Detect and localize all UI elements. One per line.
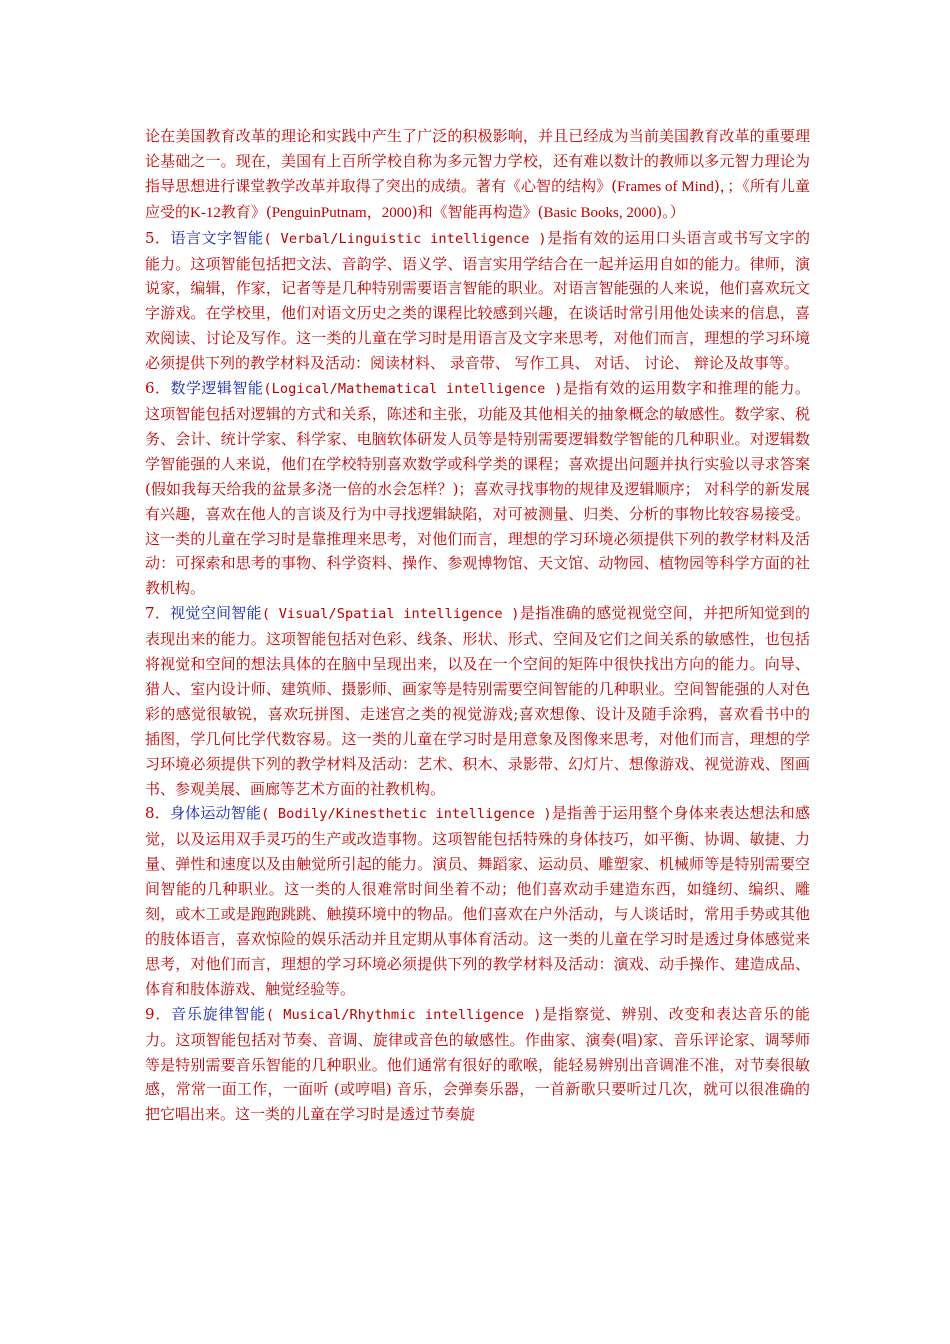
section-english-term: ( Visual/Spatial intelligence ) xyxy=(261,606,520,623)
section-bodily xyxy=(145,801,810,1001)
section-english-term: ( Bodily/Kinesthetic intelligence ) xyxy=(261,806,552,823)
section-number: 8． xyxy=(145,804,170,823)
book-title-latin: K-12 xyxy=(190,204,221,221)
section-visual xyxy=(145,601,810,801)
section-body: 是指察觉、辨别、改变和表达音乐的能力。这项智能包括对节奏、音调、旋律或音色的敏感性。作曲家、演奏(唱)家、音乐评论家、调琴师等是特别需要音乐智能的几种职业。他们通常有很好的歌喉，能轻易辨别出音调准不准，对节奏很敏感，常常一面工作，一面听 (或哼唱) 音乐，会弹奏乐器，一首新歌只要听过几次，就可以很准确的把它唱出来。这一类的儿童在学习时是透过节奏旋 xyxy=(145,1004,810,1124)
section-verbal xyxy=(145,226,810,376)
section-number: 5． xyxy=(145,228,171,247)
intro-text: 教育》( xyxy=(220,202,272,221)
book-title-latin: Frames of Mind xyxy=(617,178,714,195)
intro-text: )，；《所有儿童应受的 xyxy=(145,176,810,221)
section-body: 是指有效的运用口头语言或书写文字的能力。这项智能包括把文法、音韵学、语义学、语言实用学结合在一起并运用自如的能力。律师，演说家，编辑，作家，记者等是几种特别需要语言智能的职业。对语言智能强的人来说，他们喜欢玩文字游戏。在学校里，他们对语文历史之类的课程比较感到兴趣，在谈话时常引用他处读来的信息，喜欢阅读、讨论及写作。这一类的儿童在学习时是用语言及文字来思考，对他们而言，理想的学习环境必须提供下列的教学材料及活动：阅读材料、 录音带、 写作工具、 对话、 讨论、 辩论及故事等。 xyxy=(145,228,810,373)
book-publisher-latin: PenguinPutnam，2000 xyxy=(271,204,412,221)
section-english-term: ( Verbal/Linguistic intelligence ) xyxy=(263,230,547,247)
section-number: 7． xyxy=(145,604,171,623)
section-title: 身体运动智能 xyxy=(169,804,262,823)
intro-text: 论在美国教育改革的理论和实践中产生了广泛的积极影响，并且已经成为当前美国教育改革的重要理论基础之一。现在，美国有上百所学校自称为多元智力学校，还有难以数计的教师以多元智力理论为指导思想进行课堂教学改革并取得了突出的成绩。著有《心智的结构》( xyxy=(145,127,810,195)
section-english-term: ( Musical/Rhythmic intelligence ) xyxy=(265,1006,542,1023)
section-number: 9． xyxy=(145,1004,172,1023)
document-page xyxy=(145,124,810,1127)
section-title: 数学逻辑智能 xyxy=(170,379,264,398)
intro-text: )和《智能再构造》( xyxy=(411,202,544,221)
section-title: 音乐旋律智能 xyxy=(171,1004,266,1023)
section-body: 是指善于运用整个身体来表达想法和感觉，以及运用双手灵巧的生产或改造事物。这项智能包括特殊的身体技巧，如平衡、协调、敏捷、力量、弹性和速度以及由触觉所引起的能力。演员、舞蹈家、运动员、雕塑家、机械师等是特别需要空间智能的几种职业。这一类的人很难常时间坐着不动；他们喜欢动手建造东西，如缝纫、编织、雕刻，或木工或是跑跑跳跳、触摸环境中的物品。他们喜欢在户外活动，与人谈话时，常用手势或其他的肢体语言，喜欢惊险的娱乐活动并且定期从事体育活动。这一类的儿童在学习时是透过身体感觉来思考，对他们而言，理想的学习环境必须提供下列的教学材料及活动：演戏、动手操作、建造成品、体育和肢体游戏、触觉经验等。 xyxy=(145,804,810,998)
book-publisher-latin: Basic Books, 2000 xyxy=(543,204,657,221)
section-musical xyxy=(145,1002,810,1128)
intro-paragraph xyxy=(145,124,810,226)
section-body: 是指有效的运用数字和推理的能力。这项智能包括对逻辑的方式和关系，陈述和主张，功能及其他相关的抽象概念的敏感性。数学家、税务、会计、统计学家、科学家、电脑软体研发人员等是特别需要逻辑数学智能的几种职业。对逻辑数学智能强的人来说，他们在学校特别喜欢数学或科学类的课程；喜欢提出问题并执行实验以寻求答案(假如我每天给我的盆景多浇一倍的水会怎样？)；喜欢寻找事物的规律及逻辑顺序； 对科学的新发展有兴趣，喜欢在他人的言谈及行为中寻找逻辑缺陷，对可被测量、归类、分析的事物比较容易接受。这一类的儿童在学习时是靠推理来思考，对他们而言，理想的学习环境必须提供下列的教学材料及活动：可探索和思考的事物、科学资料、操作、参观博物馆、天文馆、动物园、植物园等科学方面的社教机构。 xyxy=(145,379,810,598)
section-title: 视觉空间智能 xyxy=(170,604,262,623)
section-title: 语言文字智能 xyxy=(170,228,264,247)
section-logical xyxy=(145,376,810,601)
section-number: 6． xyxy=(145,379,171,398)
intro-text: )。） xyxy=(656,202,685,221)
section-english-term: (Logical/Mathematical intelligence ) xyxy=(263,381,563,398)
section-body: 是指准确的感觉视觉空间，并把所知觉到的表现出来的能力。这项智能包括对色彩、线条、形状、形式、空间及它们之间关系的敏感性，也包括将视觉和空间的想法具体的在脑中呈现出来，以及在一个空间的矩阵中很快找出方向的能力。向导、猎人、室内设计师、建筑师、摄影师、画家等是特别需要空间智能的几种职业。空间智能强的人对色彩的感觉很敏锐，喜欢玩拼图、走迷宫之类的视觉游戏;喜欢想像、设计及随手涂鸦，喜欢看书中的插图，学几何比学代数容易。这一类的儿童在学习时是用意象及图像来思考，对他们而言，理想的学习环境必须提供下列的教学材料及活动：艺术、积木、录影带、幻灯片、想像游戏、视觉游戏、图画书、参观美展、画廊等艺术方面的社教机构。 xyxy=(145,604,810,798)
